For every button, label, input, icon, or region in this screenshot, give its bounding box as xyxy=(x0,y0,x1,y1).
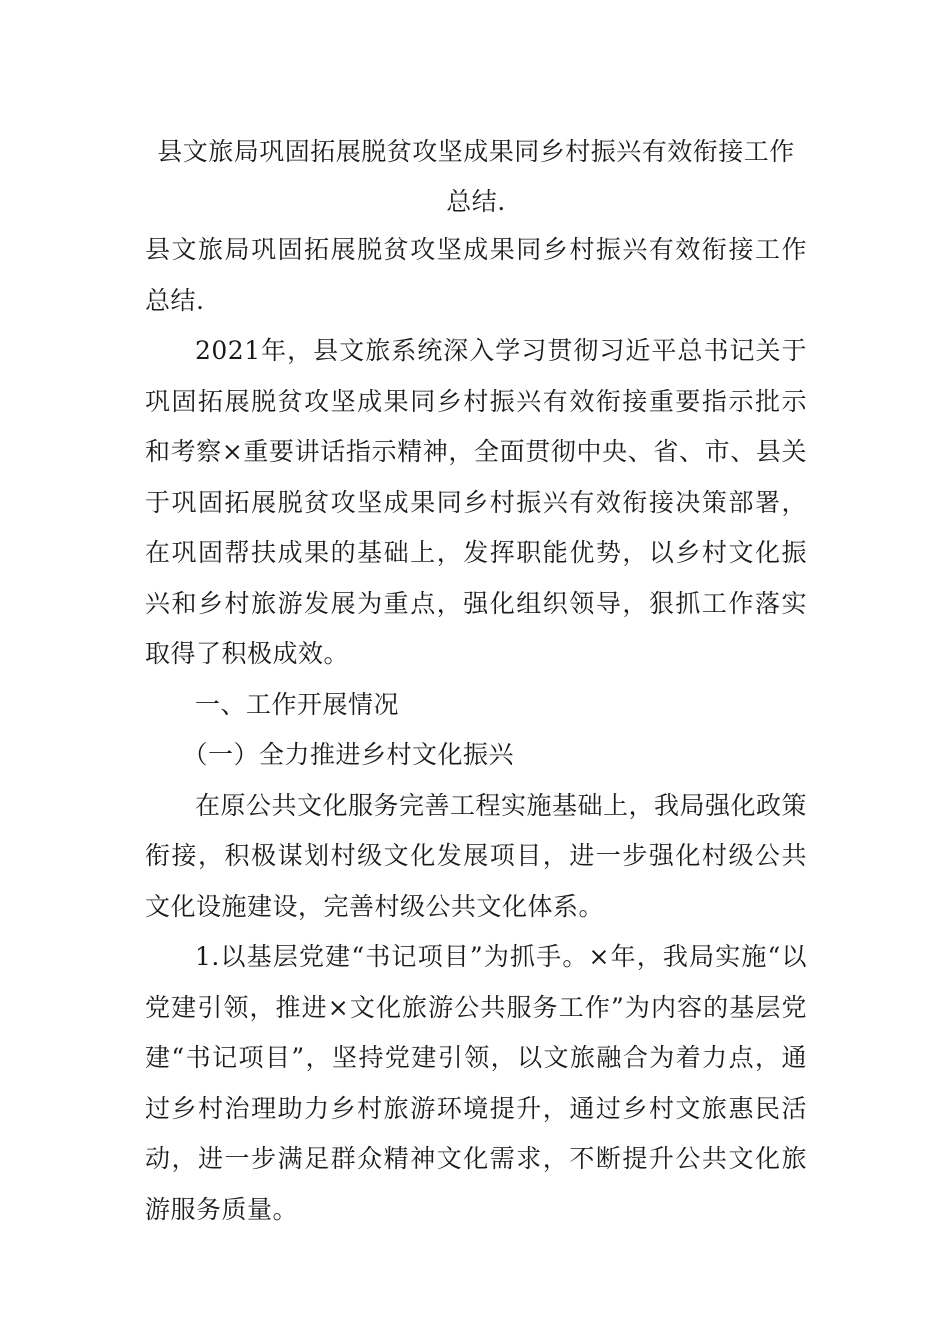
body-paragraph: 在原公共文化服务完善工程实施基础上，我局强化政策衔接，积极谋划村级文化发展项目，进一步强化村级公共文化设施建设，完善村级公共文化体系。 xyxy=(145,790,808,921)
document-title-line2: 总结. xyxy=(446,187,506,216)
subsection-heading: （一）全力推进乡村文化振兴 xyxy=(182,740,515,769)
body-paragraph: 1.以基层党建“书记项目”为抓手。×年，我局实施“以党建引领，推进×文化旅游公共服务工作”为内容的基层党建“书记项目”，坚持党建引领，以文旅融合为着力点，通过乡村治理助力乡村旅游环境提升，通过乡村文旅惠民活动，进一步满足群众精神文化需求，不断提升公共文化旅游服务质量。 xyxy=(145,942,807,1224)
document-title-line1: 县文旅局巩固拓展脱贫攻坚成果同乡村振兴有效衔接工作 xyxy=(157,137,795,166)
section-heading: 一、工作开展情况 xyxy=(195,689,400,719)
document-subtitle: 县文旅局巩固拓展脱贫攻坚成果同乡村振兴有效衔接工作总结. xyxy=(145,235,807,315)
intro-paragraph: 2021年，县文旅系统深入学习贯彻习近平总书记关于巩固拓展脱贫攻坚成果同乡村振兴有效衔接重要指示批示和考察×重要讲话指示精神，全面贯彻中央、省、市、县关于巩固拓展脱贫攻坚成果同乡村振兴有效衔接决策部署，在巩固帮扶成果的基础上，发挥职能优势，以乡村文化振兴和乡村旅游发展为重点，强化组织领导，狠抓工作落实取得了积极成效。 xyxy=(145,336,807,668)
document-body xyxy=(145,225,807,1235)
